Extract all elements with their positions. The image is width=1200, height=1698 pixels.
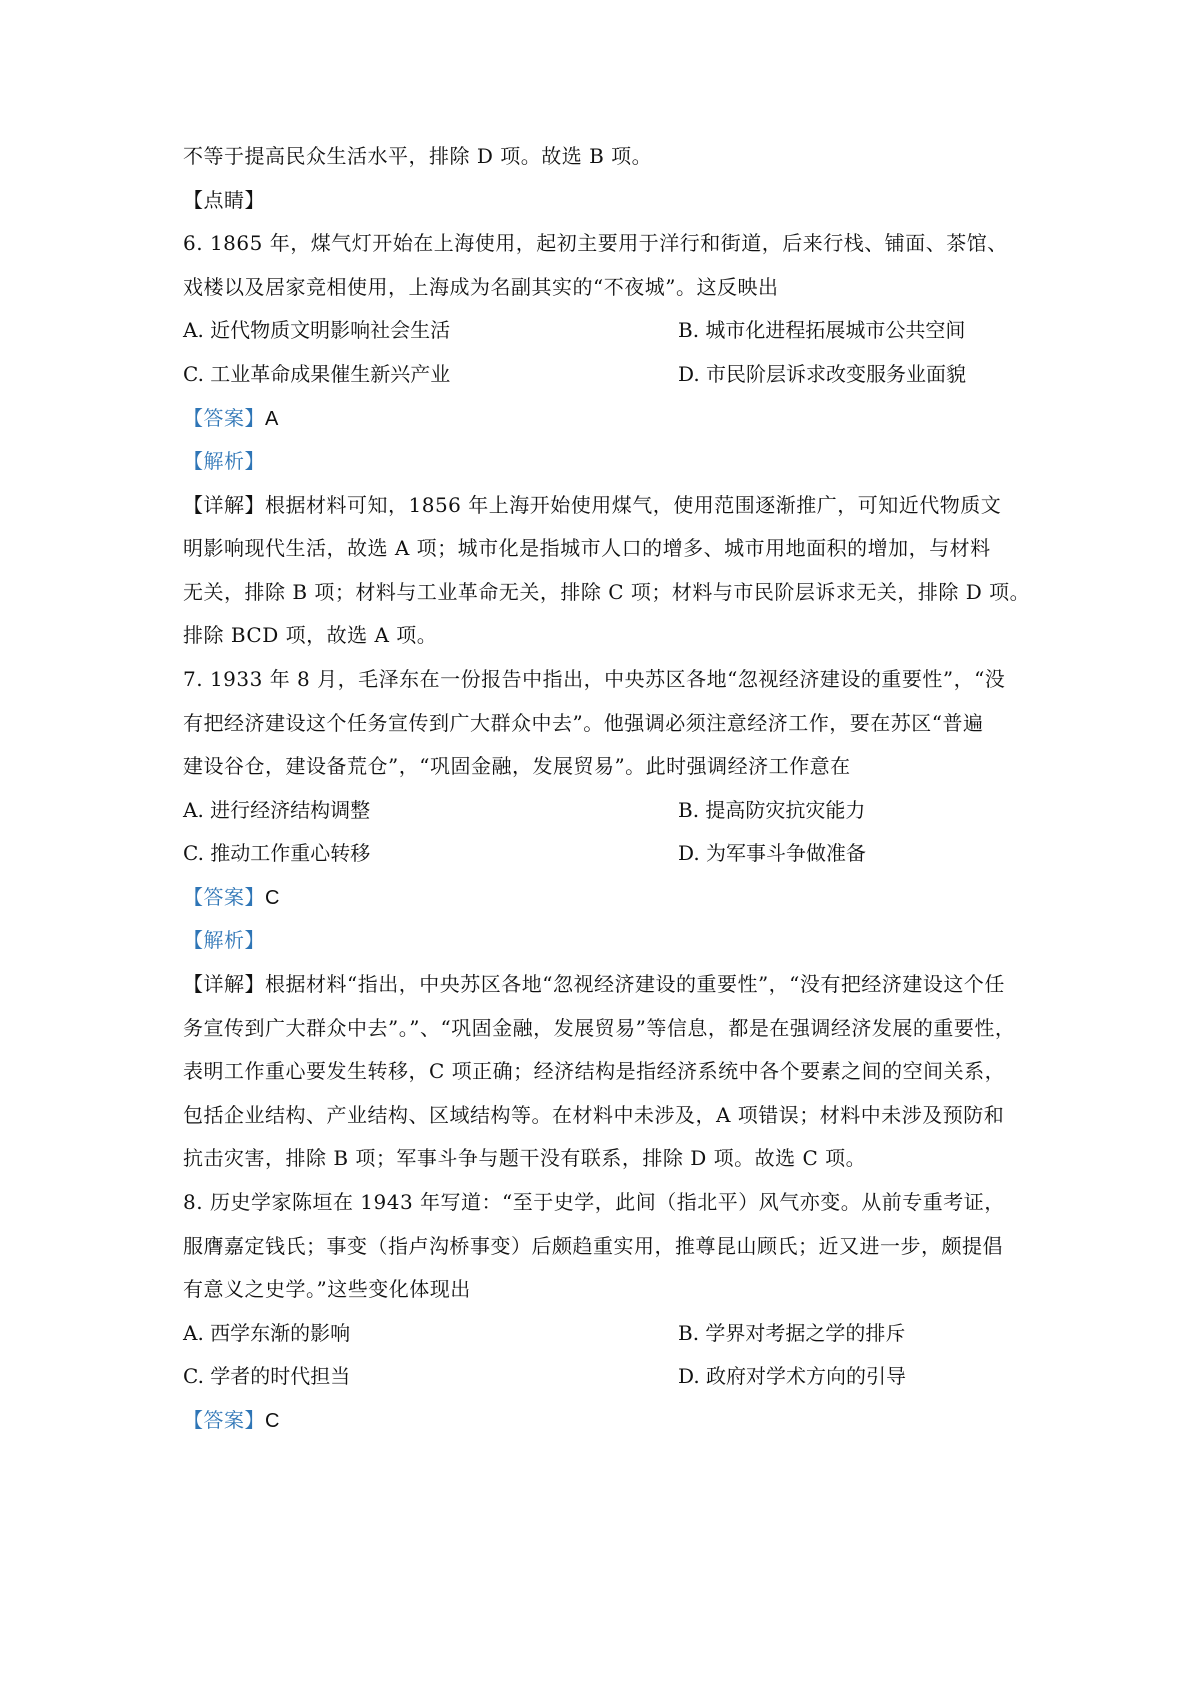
question-8-option-b: B. 学界对考据之学的排斥 [678,1321,906,1345]
section-heading-dianjing: 【点睛】 [183,188,265,212]
question-6-answer [183,403,279,434]
question-7-explanation-line-4: 包括企业结构、产业结构、区域结构等。在材料中未涉及，A 项错误；材料中未涉及预防和 [183,1103,1005,1127]
question-7-option-b: B. 提高防灾抗灾能力 [678,798,866,822]
answer-value: C [265,1410,280,1432]
answer-label: 【答案】 [183,885,265,909]
question-7-explanation-line-3: 表明工作重心要发生转移，C 项正确；经济结构是指经济系统中各个要素之间的空间关系， [183,1059,1006,1083]
question-7-option-d: D. 为军事斗争做准备 [678,841,867,865]
question-6-explanation-line-3: 无关，排除 B 项；材料与工业革命无关，排除 C 项；材料与市民阶层诉求无关，排除 D 项。 [183,580,1031,604]
question-8-stem-line-2: 服膺嘉定钱氏；事变（指卢沟桥事变）后颇趋重实用，推尊昆山顾氏；近又进一步，颇提倡 [183,1234,1003,1258]
question-8-stem-line-3: 有意义之史学。”这些变化体现出 [183,1277,471,1301]
question-7-explanation-line-2: 务宣传到广大群众中去”。”、“巩固金融，发展贸易”等信息，都是在强调经济发展的重要性， [183,1016,1016,1040]
question-7-stem-line-1: 7. 1933 年 8 月，毛泽东在一份报告中指出，中央苏区各地“忽视经济建设的重要性”，“没 [183,667,1006,691]
question-6-explanation-line-1: 【详解】根据材料可知，1856 年上海开始使用煤气，使用范围逐渐推广，可知近代物质文 [183,493,1002,517]
question-7-explanation-line-1: 【详解】根据材料“指出，中央苏区各地“忽视经济建设的重要性”，“没有把经济建设这个任 [183,972,1005,996]
answer-value: A [265,408,279,430]
question-7-answer [183,882,280,913]
question-6-analysis-label: 【解析】 [183,449,265,473]
question-6-stem-line-1: 6. 1865 年，煤气灯开始在上海使用，起初主要用于洋行和街道，后来行栈、铺面、茶馆、 [183,231,1008,255]
question-7-option-a: A. 进行经济结构调整 [183,798,371,822]
question-8-option-d: D. 政府对学术方向的引导 [678,1364,907,1388]
answer-value: C [265,887,280,909]
question-8-option-c: C. 学者的时代担当 [183,1364,351,1388]
question-7-explanation-line-5: 抗击灾害，排除 B 项；军事斗争与题干没有联系，排除 D 项。故选 C 项。 [183,1146,867,1170]
question-6-option-a: A. 近代物质文明影响社会生活 [183,318,451,342]
question-7-analysis-label: 【解析】 [183,928,265,952]
answer-label: 【答案】 [183,406,265,430]
question-8-option-a: A. 西学东渐的影响 [183,1321,351,1345]
question-6-option-d: D. 市民阶层诉求改变服务业面貌 [678,362,967,386]
text-line: 不等于提高民众生活水平，排除 D 项。故选 B 项。 [183,144,653,168]
question-6-option-c: C. 工业革命成果催生新兴产业 [183,362,451,386]
question-6-explanation-line-4: 排除 BCD 项，故选 A 项。 [183,623,438,647]
question-7-option-c: C. 推动工作重心转移 [183,841,371,865]
question-6-option-b: B. 城市化进程拓展城市公共空间 [678,318,966,342]
question-8-answer [183,1405,280,1436]
question-7-stem-line-2: 有把经济建设这个任务宣传到广大群众中去”。他强调必须注意经济工作，要在苏区“普遍 [183,711,984,735]
answer-label: 【答案】 [183,1408,265,1432]
question-6-stem-line-2: 戏楼以及居家竞相使用，上海成为名副其实的“不夜城”。这反映出 [183,275,779,299]
question-8-stem-line-1: 8. 历史学家陈垣在 1943 年写道：“至于史学，此间（指北平）风气亦变。从前专重考证， [183,1190,1005,1214]
question-7-stem-line-3: 建设谷仓，建设备荒仓”，“巩固金融，发展贸易”。此时强调经济工作意在 [183,754,851,778]
question-6-explanation-line-2: 明影响现代生活，故选 A 项；城市化是指城市人口的增多、城市用地面积的增加，与材料 [183,536,991,560]
